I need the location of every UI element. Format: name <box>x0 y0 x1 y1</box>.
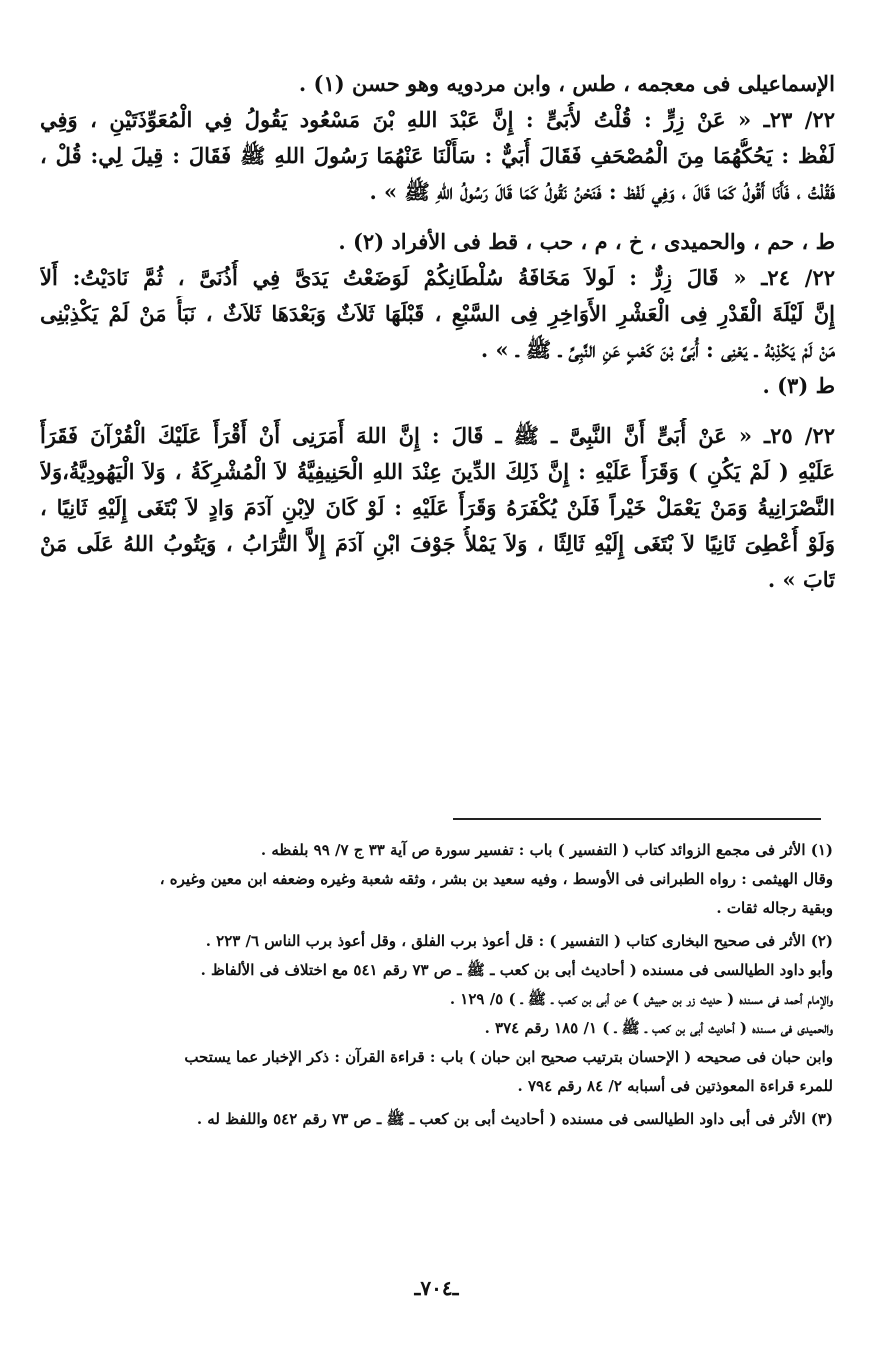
footnotes <box>48 836 833 1134</box>
footnote-line: للمرء قراءة المعوذتين فى أسبابه ٢/ ٨٤ رقم ٧٩٤ . <box>517 1077 833 1095</box>
hadith-line: ٢٢/ ٢٣ـ « عَنْ زِرٍّ : قُلْتُ لأُبَىٍّ : إِنَّ عَبْدَ اللهِ بْنَ مَسْعُود يَقُولُ فِي الْمُعَوِّذَتَيْنِ ، وَفِي <box>40 107 835 132</box>
footnote-line: وبقية رجاله ثقات . <box>716 899 833 917</box>
hadith-line: ٢٢/ ٢٤ـ « قَالَ زِرٌّ : لَولاَ مَخَافَةُ سُلْطَانِكُمْ لَوَضَعْتُ يَدَىَّ فِي أُذُنَىَّ ، ثُمَّ نَادَيْتُ: أَلاَ <box>40 265 835 290</box>
footnote-line: والإمام أحمد فى مسنده ( حديث زر بن حبيش ) عن أبى بن كعب ـ ﷺ ـ ) ٥/ ١٢٩ . <box>449 990 833 1008</box>
source-line: ط ، حم ، والحميدى ، خ ، م ، حب ، قط فى الأفراد (٢) . <box>338 229 835 254</box>
hadith-line: إِنَّ لَيْلَةَ الْقَدْرِ فِى الْعَشْرِ الأَوَاخِرِ فِى السَّبْعِ ، قَبْلَهَا ثَلاَثٌ وَبَعْدَهَا ثَلاَثٌ ، نَبَأُ مَنْ لَمْ يَكْذِبْنِى <box>40 301 835 326</box>
footnote-line: (٢) الأثر فى صحيح البخارى كتاب ( التفسير ) : قل أعوذ برب الفلق ، وقل أعوذ برب الناس ٦/ ٢٢٣ . <box>205 932 833 950</box>
hadith-line: تَابَ » . <box>767 567 835 592</box>
footnote-line: وأبو داود الطيالسى فى مسنده ( أحاديث أبى بن كعب ـ ﷺ ـ ص ٧٣ رقم ٥٤١ مع اختلاف فى الألفاظ . <box>200 961 833 979</box>
hadith-line: فَقُلْتُ ، فَأَنَا أَقُولُ كَمَا قَالَ ، وَفِي لَفْظ : فَنَحْنُ نَقُولُ كَمَا قَالَ رَسُولُ اللهِ ﷺ » . <box>369 179 835 204</box>
page-number: ـ٧٠٤ـ <box>414 1276 459 1300</box>
footnote-separator <box>453 818 821 820</box>
footnote-line: وابن حبان فى صحيحه ( الإحسان بترتيب صحيح ابن حبان ) باب : قراءة القرآن : ذكر الإخبار عما يستحب <box>184 1048 833 1066</box>
footnote-line: والحميدى فى مسنده ( أحاديث أبى بن كعب ـ ﷺ ـ ) ١/ ١٨٥ رقم ٣٧٤ . <box>484 1019 833 1037</box>
footnote-line: وقال الهيثمى : رواه الطبرانى فى الأوسط ، وفيه سعيد بن بشر ، وثقه شعبة وغيره وضعفه ابن معين وغيره ، <box>159 870 833 888</box>
hadith-line: مَنْ لَمْ يَكْذِبْهُ ـ يَعْنِى : أُبَىَّ بْنَ كَعْبٍ عَنِ النَّبِىِّ ـ ﷺ ـ » . <box>480 337 835 362</box>
footnote-line: (١) الأثر فى مجمع الزوائد كتاب ( التفسير ) باب : تفسير سورة ص آية ٣٣ ج ٧/ ٩٩ بلفظه . <box>260 841 833 859</box>
source-line: ط (٣) . <box>762 373 835 398</box>
hadith-line: عَلَيْهِ ( لَمْ يَكُنِ ) وَقَرَأَ عَلَيْهِ : إِنَّ ذَلِكَ الدِّينَ عِنْدَ اللهِ الْحَنِيفِيَّةُ لاَ الْمُشْرِكَةُ ، وَلاَ الْيَهُودِيَّةُ،وَلاَ <box>40 459 835 484</box>
hadith-line: لَفْظ : يَحُكُّهُمَا مِنَ الْمُصْحَفِ فَقَالَ أُبَيٌّ : سَأَلْنَا عَنْهُمَا رَسُولَ اللهِ ﷺ فَقَالَ : قِيلَ لِي: قُلْ ، <box>40 143 835 168</box>
hadith-line: وَلَوْ أُعْطِىَ ثَانِيًا لاَ بْتَغَى إِلَيْهِ ثَالِثًا ، وَلاَ يَمْلأُ جَوْفَ ابْنِ آدَمَ إِلاَّ التُّرَابُ ، وَيَتُوبُ اللهُ عَلَى مَنْ <box>40 531 835 556</box>
text-line: الإسماعيلى فى معجمه ، طس ، وابن مردويه وهو حسن (١) . <box>298 71 835 96</box>
main-text <box>40 66 835 598</box>
hadith-line: النَّصْرَانِيةُ وَمَنْ يَعْمَلْ خَيْراً فَلَنْ يُكْفَرَهُ وَقَرَأَ عَلَيْهِ : لَوْ كَانَ لاِبْنِ آدَمَ وَادٍ لاَ بْتَغَى إِلَيْهِ ثَانِيًا ، <box>40 495 835 520</box>
footnote-line: (٣) الأثر فى أبى داود الطيالسى فى مسنده ( أحاديث أبى بن كعب ـ ﷺ ـ ص ٧٣ رقم ٥٤٢ واللفظ له . <box>196 1110 833 1128</box>
hadith-line: ٢٢/ ٢٥ـ « عَنْ أُبَىٍّ أَنَّ النَّبِىَّ ـ ﷺ ـ قَالَ : إِنَّ اللهَ أَمَرَنِى أَنْ أَقْرَأَ عَلَيْكَ الْقُرْآنَ فَقَرَأَ <box>40 423 835 448</box>
